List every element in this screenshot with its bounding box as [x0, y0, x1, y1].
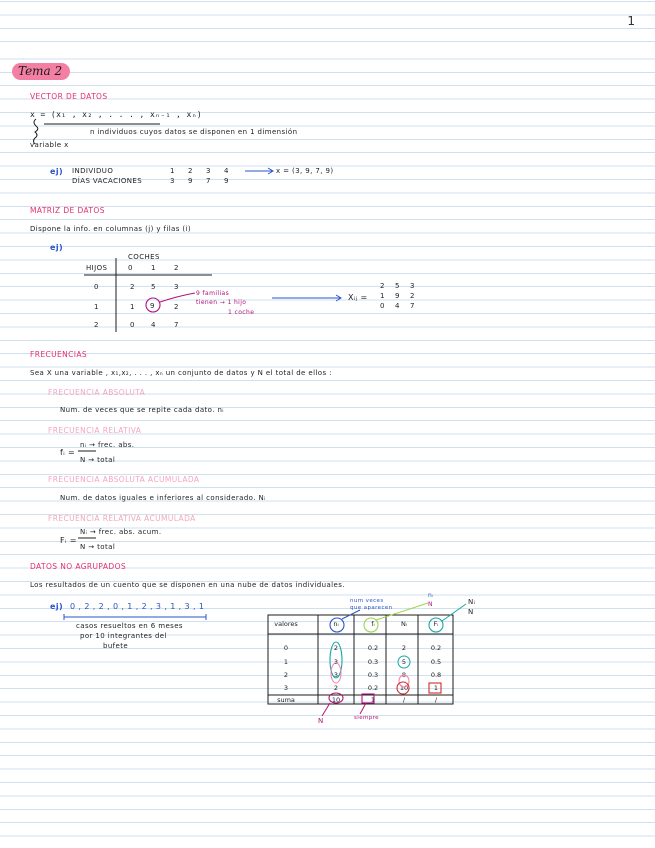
table-r0-fi: 0.2	[367, 644, 379, 652]
vector-row1-v2: 2	[188, 167, 193, 175]
freq-relacc-lhs: Fᵢ =	[60, 536, 77, 545]
vector-variable-label: variable x	[30, 141, 69, 149]
Ni-oval-pink	[399, 675, 409, 687]
vector-row1-label: INDIVIDUO	[72, 167, 114, 175]
no-agrupados-note-3: bufete	[103, 642, 129, 650]
annot-siempre: siempre	[354, 715, 379, 721]
table-r3-Ni: 10	[399, 684, 409, 692]
table-header-ni: nᵢ	[333, 620, 339, 628]
table-r1-valor: 1	[283, 658, 289, 666]
matrix-result-arrow-icon	[272, 295, 341, 301]
ni-column-oval-teal	[330, 642, 342, 678]
matrix-cell-0-2: 3	[174, 283, 179, 291]
vector-brace	[34, 119, 38, 144]
freq-rel-lhs: fᵢ =	[60, 448, 76, 457]
table-r2-valor: 2	[283, 671, 289, 679]
matrix-res-2-1: 4	[395, 302, 400, 310]
matrix-res-0-0: 2	[380, 282, 385, 290]
table-r0-Fi: 0.2	[430, 644, 442, 652]
annot-frac2-bot: N	[468, 608, 474, 616]
page-number: 1	[627, 14, 635, 28]
matrix-result-label: Xᵢⱼ =	[348, 293, 368, 302]
freq-rel-denominator: N → total	[80, 456, 116, 464]
matrix-row-label-1: 1	[94, 303, 99, 311]
freq-rel-heading: FRECUENCIA RELATIVA	[48, 426, 142, 435]
annot-siempre-arrow-icon	[360, 703, 366, 714]
table-r0-valor: 0	[283, 644, 289, 652]
matrix-row-header: HIJOS	[86, 264, 108, 272]
table-r3-fi: 0.2	[367, 684, 379, 692]
table-r1-Ni: 5	[401, 658, 407, 666]
freq-absacc-text: Num. de datos iguales e inferiores al considerado. Nᵢ	[60, 494, 266, 502]
vector-row1-v1: 1	[170, 167, 175, 175]
matrix-highlight-circle	[146, 298, 160, 312]
table-r3-Fi: 1	[433, 684, 439, 692]
annot-frac2-arrow-icon	[442, 604, 466, 621]
vector-row2-v3: 7	[206, 177, 211, 185]
matrix-note-line2: tienen → 1 hijo	[196, 299, 247, 306]
table-r2-fi: 0.3	[367, 671, 379, 679]
freq-absacc-heading: FRECUENCIA ABSOLUTA ACUMULADA	[48, 475, 200, 484]
Fi-header-circle	[429, 618, 443, 632]
matrix-res-1-1: 9	[395, 292, 400, 300]
vector-row2-v4: 9	[224, 177, 229, 185]
table-total-label: suma	[277, 696, 295, 704]
frecuencias-heading: FRECUENCIAS	[30, 350, 88, 359]
Fi-total-box	[429, 683, 441, 693]
table-total-Ni: /	[402, 696, 406, 704]
matrix-note-arrow-icon	[160, 293, 195, 302]
vector-arrow-icon	[245, 168, 273, 174]
table-r0-Ni: 2	[401, 644, 407, 652]
Ni-cell-circle	[398, 656, 410, 668]
annot-n: N	[318, 717, 324, 725]
annot-frac-bot: N	[428, 601, 433, 608]
table-r1-Fi: 0.5	[430, 658, 442, 666]
matrix-heading: MATRIZ DE DATOS	[30, 206, 105, 215]
matrix-note-line3: 1 coche	[228, 309, 255, 316]
vector-row2-label: DÍAS VACACIONES	[72, 177, 143, 185]
vector-row2-v2: 9	[188, 177, 193, 185]
matrix-col-2: 2	[174, 264, 179, 272]
table-total-fi: 1	[370, 696, 376, 704]
matrix-cell-1-2: 2	[174, 303, 179, 311]
vector-brace-note: n individuos cuyos datos se disponen en 1 dimensión	[90, 128, 298, 136]
vector-row1-v3: 3	[206, 167, 211, 175]
freq-relacc-numerator: Nᵢ → frec. abs. acum.	[80, 528, 162, 536]
table-r1-ni: 3	[333, 658, 339, 666]
matrix-res-0-1: 5	[395, 282, 400, 290]
matrix-row-label-2: 2	[94, 321, 99, 329]
table-header-Ni: Nᵢ	[400, 620, 408, 628]
no-agrupados-heading: DATOS NO AGRUPADOS	[30, 562, 127, 571]
table-r0-ni: 2	[333, 644, 339, 652]
matrix-res-1-2: 2	[410, 292, 415, 300]
ni-column-oval-pink	[331, 663, 341, 683]
matrix-cell-2-1: 4	[151, 321, 156, 329]
table-header-Fi: Fᵢ	[433, 620, 439, 628]
topic-title: Tema 2	[12, 63, 70, 80]
matrix-cell-0-0: 2	[130, 283, 135, 291]
matrix-col-0: 0	[128, 264, 133, 272]
vector-result: x = (3, 9, 7, 9)	[276, 167, 334, 175]
matrix-res-1-0: 1	[380, 292, 385, 300]
matrix-res-0-2: 3	[410, 282, 415, 290]
frecuencias-intro: Sea X una variable , x₁,x₂, . . . , xₙ un conjunto de datos y N el total de ellos :	[30, 369, 332, 377]
matrix-example-label: ej)	[50, 243, 64, 252]
matrix-res-2-0: 0	[380, 302, 385, 310]
table-r2-ni: 3	[333, 671, 339, 679]
matrix-row-label-0: 0	[94, 283, 99, 291]
matrix-cell-2-2: 7	[174, 321, 179, 329]
vector-row2-v1: 3	[170, 177, 175, 185]
table-r1-fi: 0.3	[367, 658, 379, 666]
Ni-total-circle	[397, 682, 409, 694]
table-r3-valor: 3	[283, 684, 289, 692]
freq-relacc-heading: FRECUENCIA RELATIVA ACUMULADA	[48, 514, 196, 523]
no-agrupados-note-2: por 10 integrantes del	[80, 632, 167, 640]
no-agrupados-intro: Los resultados de un cuento que se disponen en una nube de datos individuales.	[30, 581, 345, 589]
vector-example-label: ej)	[50, 167, 64, 176]
freq-abs-heading: FRECUENCIA ABSOLUTA	[48, 388, 146, 397]
ni-header-circle	[330, 618, 344, 632]
matrix-res-2-2: 7	[410, 302, 415, 310]
annot-veces-1: num veces	[350, 598, 384, 604]
freq-rel-numerator: nᵢ → frec. abs.	[80, 441, 135, 449]
table-header-valores: valores	[274, 620, 298, 628]
table-total-ni: 10	[331, 696, 341, 704]
no-agrupados-example-values: 0 , 2 , 2 , 0 , 1 , 2 , 3 , 1 , 3 , 1	[70, 602, 205, 611]
no-agrupados-note-1: casos resueltos en 6 meses	[76, 622, 183, 630]
table-r2-Ni: 8	[401, 671, 407, 679]
annot-frac2-top: Nᵢ	[468, 598, 476, 606]
annot-frac-top: nᵢ	[428, 592, 434, 599]
vector-formula: x = (x₁ , x₂ , . . . , xₙ₋₁ , xₙ)	[30, 110, 203, 119]
matrix-cell-2-0: 0	[130, 321, 135, 329]
vector-heading: VECTOR DE DATOS	[30, 92, 108, 101]
no-agrupados-example-label: ej)	[50, 602, 64, 611]
annot-veces-2: que aparecen	[350, 605, 393, 611]
table-total-Fi: /	[434, 696, 438, 704]
matrix-cell-1-1: 9	[150, 302, 155, 310]
annot-n-arrow-icon	[322, 703, 330, 716]
matrix-col-1: 1	[151, 264, 156, 272]
freq-relacc-denominator: N → total	[80, 543, 116, 551]
matrix-intro: Dispone la info. en columnas (j) y filas (i)	[30, 225, 192, 233]
freq-abs-text: Num. de veces que se repite cada dato. nᵢ	[60, 406, 224, 414]
annot-frac-arrow-icon	[376, 603, 428, 620]
table-header-fi: fᵢ	[371, 620, 375, 628]
matrix-note-line1: 9 familias	[196, 290, 230, 297]
fi-header-circle	[364, 618, 378, 632]
matrix-cell-1-0: 1	[130, 303, 135, 311]
table-r2-Fi: 0.8	[430, 671, 442, 679]
matrix-col-header: COCHES	[128, 253, 160, 261]
vector-row1-v4: 4	[224, 167, 229, 175]
table-r3-ni: 2	[333, 684, 339, 692]
matrix-cell-0-1: 5	[151, 283, 156, 291]
example-bracket	[64, 614, 206, 620]
table-grid	[268, 615, 453, 704]
